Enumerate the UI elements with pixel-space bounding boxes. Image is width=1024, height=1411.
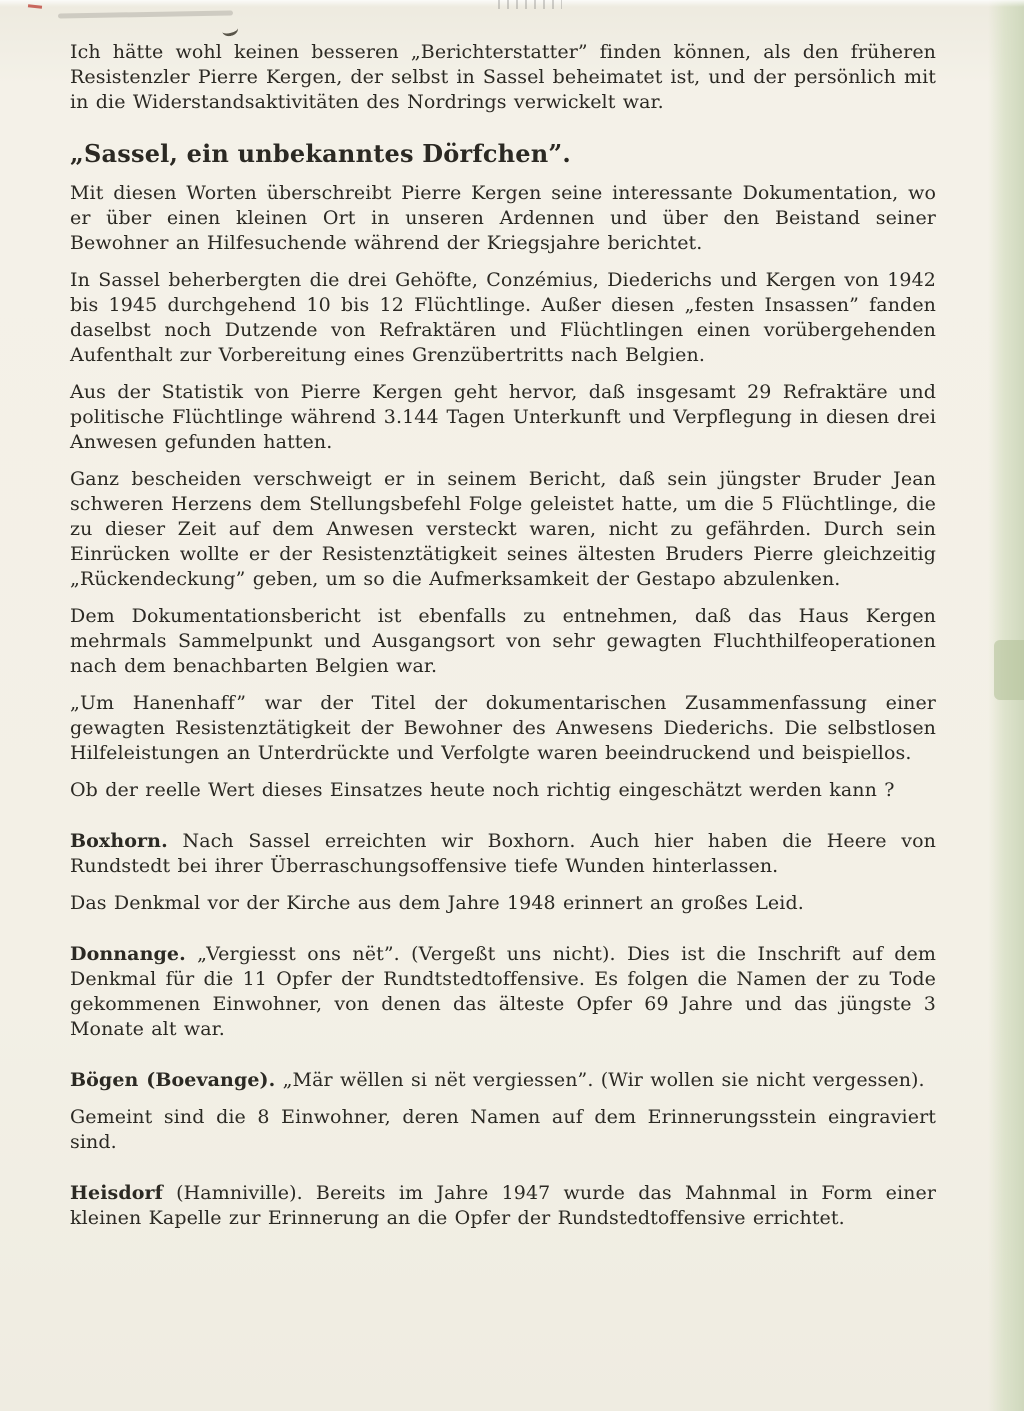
paragraph: „Um Hanenhaff” war der Titel der dokumentarischen Zusammenfassung einer gewagten Resistenztätigkeit der Bewohner des Anwesens Diederichs. Die selbstlosen Hilfeleistungen an Unterdrückte und Verfolgte waren beeindruckend und beispiellos. bbox=[70, 692, 936, 764]
paragraph: Dem Dokumentationsbericht ist ebenfalls zu entnehmen, daß das Haus Kergen mehrmals Sammelpunkt und Ausgangsort von sehr gewagten Fluchthilfeoperationen nach dem benachbarten Belgien war. bbox=[70, 605, 936, 677]
entry-lead: Bögen (Boevange). bbox=[70, 1069, 276, 1091]
entry-lead: Donnange. bbox=[70, 943, 186, 965]
entry-lead: Heisdorf bbox=[70, 1182, 163, 1204]
section-heading: „Sassel, ein unbekanntes Dörfchen”. bbox=[70, 139, 571, 168]
paragraph: Ganz bescheiden verschweigt er in seinem Bericht, daß sein jüngster Bruder Jean schweren Herzens dem Stellungsbefehl Folge geleistet hatte, um die 5 Flüchtlinge, die zu dieser Zeit auf dem Anwesen versteckt waren, nicht zu gefährden. Durch sein Einrücken wollte er der Resistenztätigkeit seines ältesten Bruders Pierre gleichzeitig „Rückendeckung” geben, um so die Aufmerksamkeit der Gestapo abzulenken. bbox=[70, 468, 936, 590]
entry-lead: Boxhorn. bbox=[70, 830, 168, 852]
paragraph-boegen-followup: Gemeint sind die 8 Einwohner, deren Namen auf dem Erinnerungsstein eingraviert sind. bbox=[70, 1106, 936, 1153]
paragraph-boxhorn-followup: Das Denkmal vor der Kirche aus dem Jahre 1948 erinnert an großes Leid. bbox=[70, 892, 804, 914]
entry-text: „Vergiesst ons nët”. (Vergeßt uns nicht). Dies ist die Inschrift auf dem Denkmal für die 11 Opfer der Rundtstedtoffensive. Es folgen die Namen der zu Tode gekommenen Einwohner, von denen das älteste Opfer 69 Jahre und das jüngste 3 Monate alt war. bbox=[70, 943, 936, 1040]
paragraph: In Sassel beherbergten die drei Gehöfte, Conzémius, Diederichs und Kergen von 1942 bis 1945 durchgehend 10 bis 12 Flüchtlinge. Außer diesen „festen Insassen” fanden daselbst noch Dutzende von Refraktären und Flüchtlingen einen vorübergehenden Aufenthalt zur Vorbereitung eines Grenzübertritts nach Belgien. bbox=[70, 269, 936, 366]
entry-boegen bbox=[70, 1068, 936, 1093]
paragraph: Ob der reelle Wert dieses Einsatzes heute noch richtig eingeschätzt werden kann ? bbox=[70, 779, 895, 801]
entry-text: „Mär wëllen si nët vergiessen”. (Wir wollen sie nicht vergessen). bbox=[275, 1069, 925, 1091]
paragraph: Mit diesen Worten überschreibt Pierre Kergen seine interessante Dokumentation, wo er über einen kleinen Ort in unseren Ardennen und über den Beistand seiner Bewohner an Hilfesuchende während der Kriegsjahre berichtet. bbox=[70, 182, 936, 254]
entry-boxhorn bbox=[70, 829, 936, 879]
entry-donnange bbox=[70, 942, 936, 1042]
entry-text: (Hamniville). Bereits im Jahre 1947 wurde das Mahnmal in Form einer kleinen Kapelle zur Erinnerung an die Opfer der Rundstedtoffensive errichtet. bbox=[70, 1182, 936, 1229]
paragraph: Aus der Statistik von Pierre Kergen geht hervor, daß insgesamt 29 Refraktäre und politische Flüchtlinge während 3.144 Tagen Unterkunft und Verpflegung in diesen drei Anwesen gefunden hatten. bbox=[70, 381, 936, 453]
scan-artifact bbox=[498, 0, 562, 9]
intro-paragraph: Ich hätte wohl keinen besseren „Berichterstatter” finden können, als den früheren Resistenzler Pierre Kergen, der selbst in Sassel beheimatet ist, und der persönlich mit in die Widerstandsaktivitäten des Nordrings verwickelt war. bbox=[70, 41, 936, 113]
entry-text: Nach Sassel erreichten wir Boxhorn. Auch hier haben die Heere von Rundstedt bei ihrer Überraschungsoffensive tiefe Wunden hinterlassen. bbox=[70, 830, 936, 877]
entry-heisdorf bbox=[70, 1181, 936, 1231]
